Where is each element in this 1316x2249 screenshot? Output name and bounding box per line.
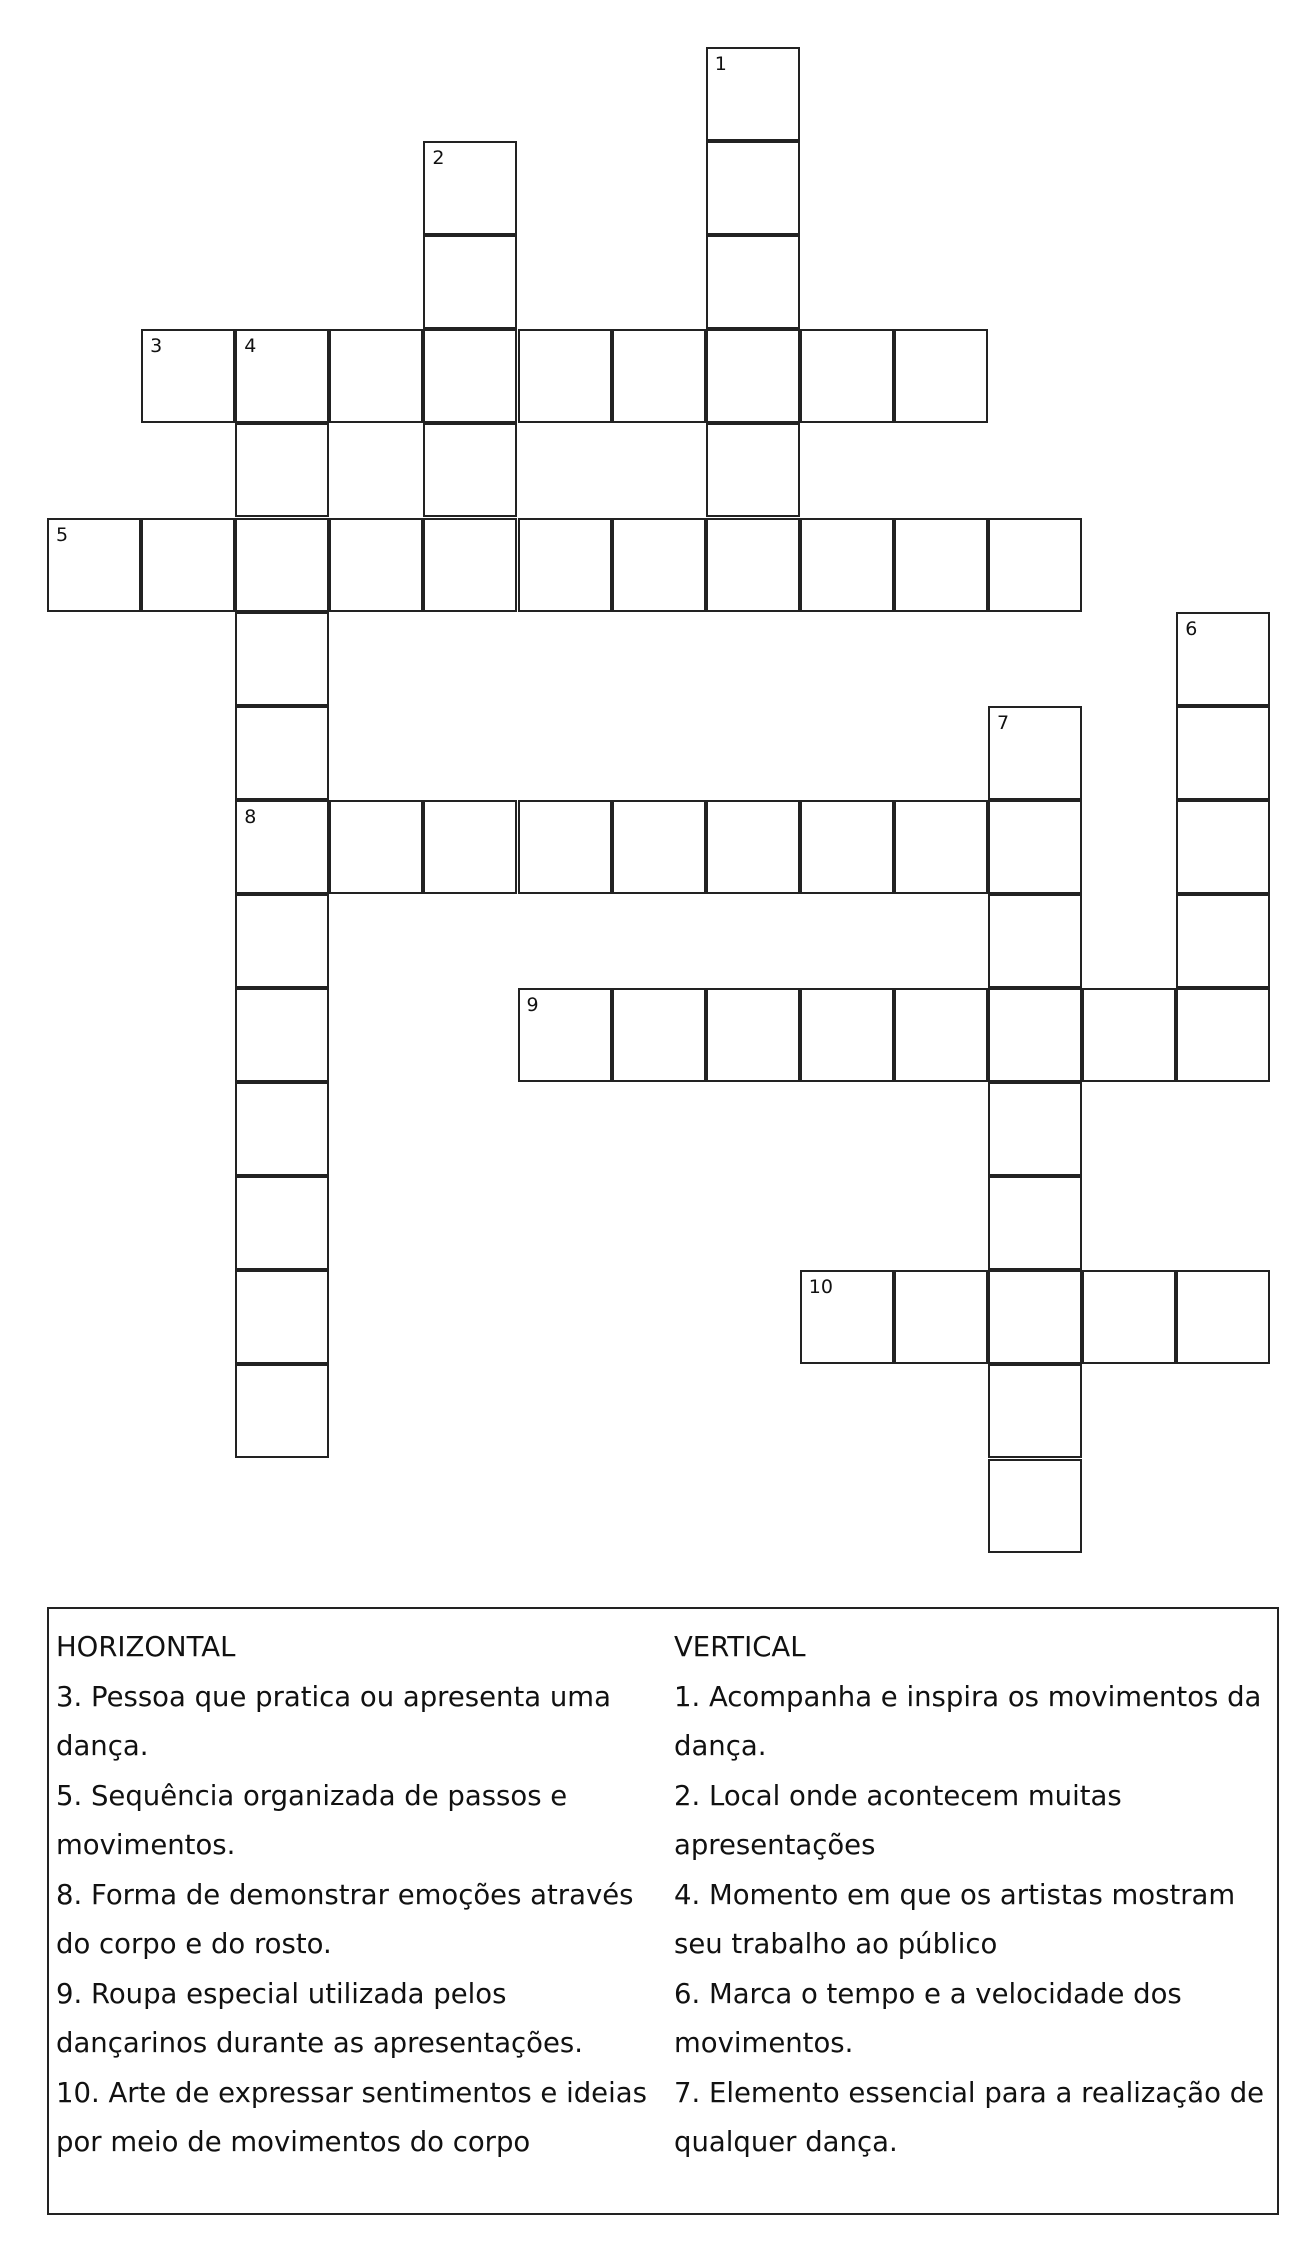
clue-number: 5 (56, 523, 69, 546)
grid-cell[interactable] (329, 329, 423, 423)
grid-cell[interactable] (894, 329, 988, 423)
grid-cell[interactable] (235, 706, 329, 800)
grid-cell[interactable] (329, 800, 423, 894)
clues-box (47, 1607, 1279, 2215)
grid-cell[interactable] (706, 518, 800, 612)
grid-cell[interactable] (988, 894, 1082, 988)
clue-number: 9 (526, 994, 539, 1016)
grid-cell[interactable] (800, 800, 894, 894)
grid-cell[interactable] (800, 1270, 894, 1364)
clue-down-4: 4. Momento em que os artistas mostram seu trabalho ao público (674, 1878, 1236, 1960)
grid-cell[interactable] (141, 329, 235, 423)
clue-down-2: 2. Local onde acontecem muitas apresentações (674, 1779, 1122, 1861)
clue-number: 7 (997, 711, 1010, 734)
horizontal-heading: HORIZONTAL (56, 1631, 236, 1663)
grid-cell[interactable] (235, 894, 329, 988)
grid-cell[interactable] (988, 1459, 1082, 1553)
grid-cell[interactable] (612, 988, 706, 1082)
grid-cell[interactable] (235, 612, 329, 706)
grid-cell[interactable] (1176, 894, 1270, 988)
grid-cell[interactable] (894, 800, 988, 894)
grid-cell[interactable] (988, 518, 1082, 612)
clue-across-5: 5. Sequência organizada de passos e movimentos. (56, 1779, 568, 1861)
clue-down-6: 6. Marca o tempo e a velocidade dos movimentos. (674, 1977, 1182, 2059)
grid-cell[interactable] (706, 329, 800, 423)
grid-cell[interactable] (235, 1364, 329, 1458)
grid-cell[interactable] (235, 800, 329, 894)
grid-cell[interactable] (800, 518, 894, 612)
grid-cell[interactable] (423, 800, 517, 894)
grid-cell[interactable] (612, 518, 706, 612)
grid-cell[interactable] (800, 988, 894, 1082)
grid-cell[interactable] (235, 329, 329, 423)
vertical-clues (674, 1623, 1274, 2168)
grid-cell[interactable] (988, 706, 1082, 800)
grid-cell[interactable] (518, 329, 612, 423)
vertical-heading: VERTICAL (674, 1631, 806, 1663)
clue-number: 4 (244, 335, 257, 358)
clue-across-9: 9. Roupa especial utilizada pelos dançarinos durante as apresentações. (56, 1977, 583, 2059)
grid-cell[interactable] (329, 518, 423, 612)
grid-cell[interactable] (706, 47, 800, 141)
grid-cell[interactable] (141, 518, 235, 612)
grid-cell[interactable] (235, 1176, 329, 1270)
grid-cell[interactable] (988, 1270, 1082, 1364)
grid-cell[interactable] (423, 329, 517, 423)
grid-cell[interactable] (988, 988, 1082, 1082)
grid-cell[interactable] (612, 329, 706, 423)
clue-number: 6 (1185, 617, 1198, 640)
clue-number: 10 (808, 1276, 833, 1299)
grid-cell[interactable] (235, 1082, 329, 1176)
grid-cell[interactable] (988, 1364, 1082, 1458)
clue-number: 3 (150, 335, 163, 358)
grid-cell[interactable] (47, 518, 141, 612)
grid-cell[interactable] (706, 800, 800, 894)
clue-down-1: 1. Acompanha e inspira os movimentos da dança. (674, 1680, 1262, 1762)
clue-down-7: 7. Elemento essencial para a realização de qualquer dança. (674, 2076, 1265, 2158)
clue-across-10: 10. Arte de expressar sentimentos e ideias por meio de movimentos do corpo (56, 2076, 647, 2158)
grid-cell[interactable] (235, 423, 329, 517)
grid-cell[interactable] (988, 800, 1082, 894)
grid-cell[interactable] (235, 518, 329, 612)
grid-cell[interactable] (1176, 800, 1270, 894)
grid-cell[interactable] (1082, 988, 1176, 1082)
grid-cell[interactable] (1176, 988, 1270, 1082)
grid-cell[interactable] (423, 518, 517, 612)
grid-cell[interactable] (423, 423, 517, 517)
grid-cell[interactable] (800, 329, 894, 423)
grid-cell[interactable] (706, 235, 800, 329)
grid-cell[interactable] (1082, 1270, 1176, 1364)
clue-number: 1 (714, 53, 727, 75)
grid-cell[interactable] (518, 800, 612, 894)
grid-cell[interactable] (706, 141, 800, 235)
grid-cell[interactable] (235, 1270, 329, 1364)
grid-cell[interactable] (1176, 1270, 1270, 1364)
grid-cell[interactable] (706, 988, 800, 1082)
grid-cell[interactable] (423, 235, 517, 329)
grid-cell[interactable] (1176, 706, 1270, 800)
grid-cell[interactable] (988, 1082, 1082, 1176)
clue-number: 2 (432, 147, 445, 170)
grid-cell[interactable] (423, 141, 517, 235)
grid-cell[interactable] (894, 518, 988, 612)
grid-cell[interactable] (706, 423, 800, 517)
clue-number: 8 (244, 805, 257, 828)
grid-cell[interactable] (612, 800, 706, 894)
grid-cell[interactable] (235, 988, 329, 1082)
clue-across-3: 3. Pessoa que pratica ou apresenta uma dança. (56, 1680, 611, 1762)
grid-cell[interactable] (894, 988, 988, 1082)
grid-cell[interactable] (988, 1176, 1082, 1270)
grid-cell[interactable] (894, 1270, 988, 1364)
grid-cell[interactable] (1176, 612, 1270, 706)
grid-cell[interactable] (518, 518, 612, 612)
horizontal-clues (56, 1623, 666, 2168)
grid-cell[interactable] (518, 988, 612, 1082)
clue-across-8: 8. Forma de demonstrar emoções através do corpo e do rosto. (56, 1878, 634, 1960)
